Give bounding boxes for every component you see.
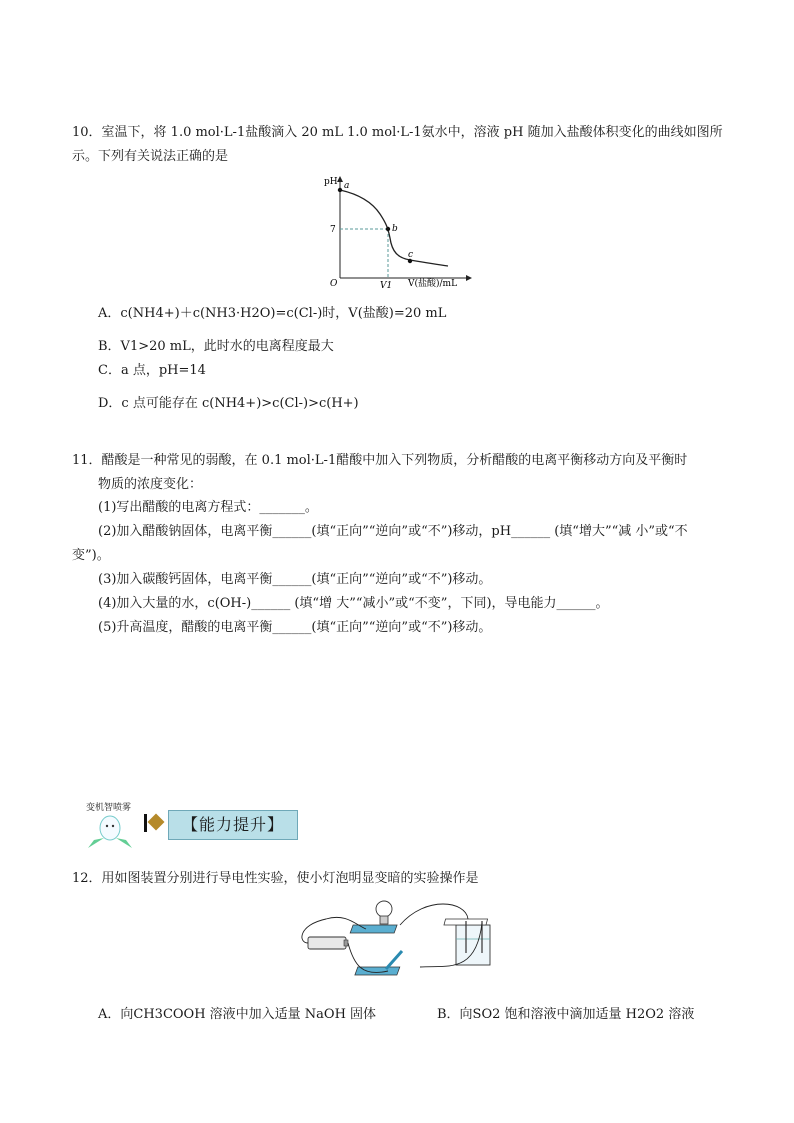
y-tick-7: 7 [330, 225, 336, 235]
graph-y-label: pH [324, 177, 338, 187]
point-a-label: a [344, 181, 350, 191]
q12-option-b[interactable]: B．向SO2 饱和溶液中滴加适量 H2O2 溶液 [437, 1007, 695, 1022]
section-title-ability-up: 【能力提升】 [168, 810, 298, 840]
q10-stem-line2: 示。下列有关说法正确的是 [72, 149, 229, 164]
point-c-label: c [408, 250, 414, 260]
point-b-label: b [392, 224, 398, 234]
conductivity-apparatus-diagram [296, 895, 506, 990]
q10-option-c[interactable]: C．a 点，pH=14 [98, 363, 206, 378]
q11-sub4: (4)加入大量的水，c(OH-)______ (填“增 大”“减小”或“不变”，下同)，导电能力______。 [98, 596, 609, 611]
q10-option-d[interactable]: D．c 点可能存在 c(NH4+)>c(Cl-)>c(H+) [98, 396, 359, 411]
x-tick-v1: V1 [380, 281, 393, 291]
q11-sub2-line1: (2)加入醋酸钠固体，电离平衡______(填“正向”“逆向”或“不”)移动，pH______ (填“增大”“减 小”或“不 [98, 524, 688, 539]
q12-stem: 12．用如图装置分别进行导电性实验，使小灯泡明显变暗的实验操作是 [72, 871, 479, 886]
q11-stem-line1: 11．醋酸是一种常见的弱酸，在 0.1 mol·L-1醋酸中加入下列物质，分析醋酸的电离平衡移动方向及平衡时 [72, 453, 688, 468]
origin-label: O [330, 279, 338, 289]
mascot-caption: 变机智喷雾 [86, 803, 132, 813]
q11-sub3: (3)加入碳酸钙固体，电离平衡______(填“正向”“逆向”或“不”)移动。 [98, 572, 492, 587]
q11-stem-line2: 物质的浓度变化： [98, 477, 203, 492]
q11-sub1: (1)写出醋酸的电离方程式：_______。 [98, 500, 318, 515]
q10-option-b[interactable]: B．V1>20 mL，此时水的电离程度最大 [98, 339, 334, 354]
titration-curve-graph [318, 168, 478, 292]
q11-sub5: (5)升高温度，醋酸的电离平衡______(填“正向”“逆向”或“不”)移动。 [98, 620, 492, 635]
graph-x-label: V(盐酸)/mL [408, 279, 458, 289]
q12-option-a[interactable]: A．向CH3COOH 溶液中加入适量 NaOH 固体 [98, 1007, 377, 1022]
q11-sub2-line2: 变”)。 [72, 548, 110, 563]
q10-stem-line1: 10．室温下，将 1.0 mol·L-1盐酸滴入 20 mL 1.0 mol·L-1氨水中，溶液 pH 随加入盐酸体积变化的曲线如图所 [72, 125, 723, 140]
q10-option-a[interactable]: A．c(NH4+)＋c(NH3·H2O)=c(Cl-)时，V(盐酸)=20 mL [98, 306, 447, 321]
